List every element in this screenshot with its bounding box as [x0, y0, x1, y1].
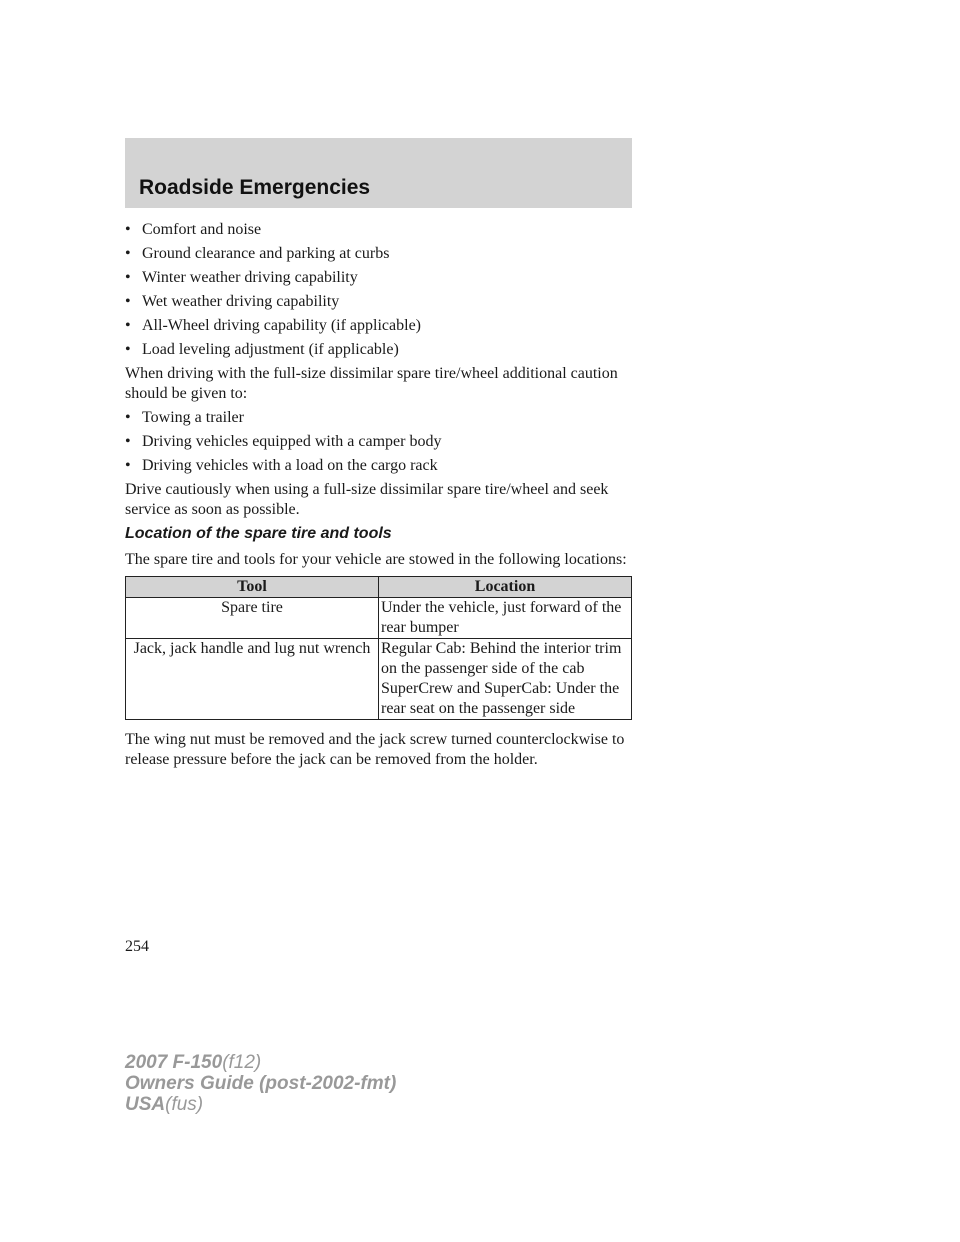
bullet-list-considerations: [125, 220, 633, 360]
bullet-icon: •: [125, 341, 131, 358]
table-row: [126, 598, 632, 639]
table-row: [126, 639, 632, 720]
bullet-icon: •: [125, 293, 131, 310]
column-header-location: Location: [379, 577, 632, 598]
list-item: • Towing a trailer: [125, 409, 244, 426]
list-item: • Ground clearance and parking at curbs: [125, 245, 390, 262]
location-supercrew-supercab: SuperCrew and SuperCab: Under the rear seat on the passenger side: [381, 680, 620, 717]
location-regular-cab: Regular Cab: Behind the interior trim on the passenger side of the cab: [381, 640, 622, 677]
table-cell-tool: Spare tire: [126, 598, 379, 639]
list-item: • Comfort and noise: [125, 221, 262, 238]
paragraph-wing-nut: The wing nut must be removed and the jack screw turned counterclockwise to release pressure before the jack can be removed from the holder.: [125, 731, 625, 768]
bullet-list-caution: [125, 408, 633, 476]
bullet-icon: •: [125, 269, 131, 286]
bullet-icon: •: [125, 245, 131, 262]
list-item: • Driving vehicles equipped with a camper body: [125, 433, 442, 450]
list-item: • Driving vehicles with a load on the cargo rack: [125, 457, 438, 474]
section-heading: Location of the spare tire and tools: [125, 525, 392, 542]
table-header-row: [126, 577, 632, 598]
page-title: Roadside Emergencies: [139, 176, 371, 199]
list-item: • Wet weather driving capability: [125, 293, 340, 310]
bullet-icon: •: [125, 317, 131, 334]
footer-line-guide: Owners Guide (post-2002-fmt): [125, 1073, 397, 1094]
bullet-icon: •: [125, 433, 131, 450]
list-item: • Winter weather driving capability: [125, 269, 358, 286]
list-item: • All-Wheel driving capability (if applicable): [125, 317, 421, 334]
paragraph-drive-cautiously: Drive cautiously when using a full-size dissimilar spare tire/wheel and seek service as soon as possible.: [125, 481, 609, 518]
page-content: [125, 220, 633, 774]
column-header-tool: Tool: [126, 577, 379, 598]
paragraph-caution: When driving with the full-size dissimilar spare tire/wheel additional caution should be given to:: [125, 365, 618, 402]
table-cell-location: Under the vehicle, just forward of the rear bumper: [379, 598, 632, 639]
list-item: • Load leveling adjustment (if applicable): [125, 341, 399, 358]
page-number: 254: [125, 938, 149, 955]
table-cell-location: [379, 639, 632, 720]
footer-line-model: 2007 F-150(f12): [125, 1052, 262, 1073]
bullet-icon: •: [125, 409, 131, 426]
footer-line-region: USA(fus): [125, 1094, 204, 1115]
tools-location-table: [125, 576, 632, 720]
bullet-icon: •: [125, 221, 131, 238]
table-cell-tool: Jack, jack handle and lug nut wrench: [126, 639, 379, 720]
bullet-icon: •: [125, 457, 131, 474]
paragraph-locations-intro: The spare tire and tools for your vehicle are stowed in the following locations:: [125, 551, 627, 568]
footer-document-info: [125, 1052, 396, 1115]
